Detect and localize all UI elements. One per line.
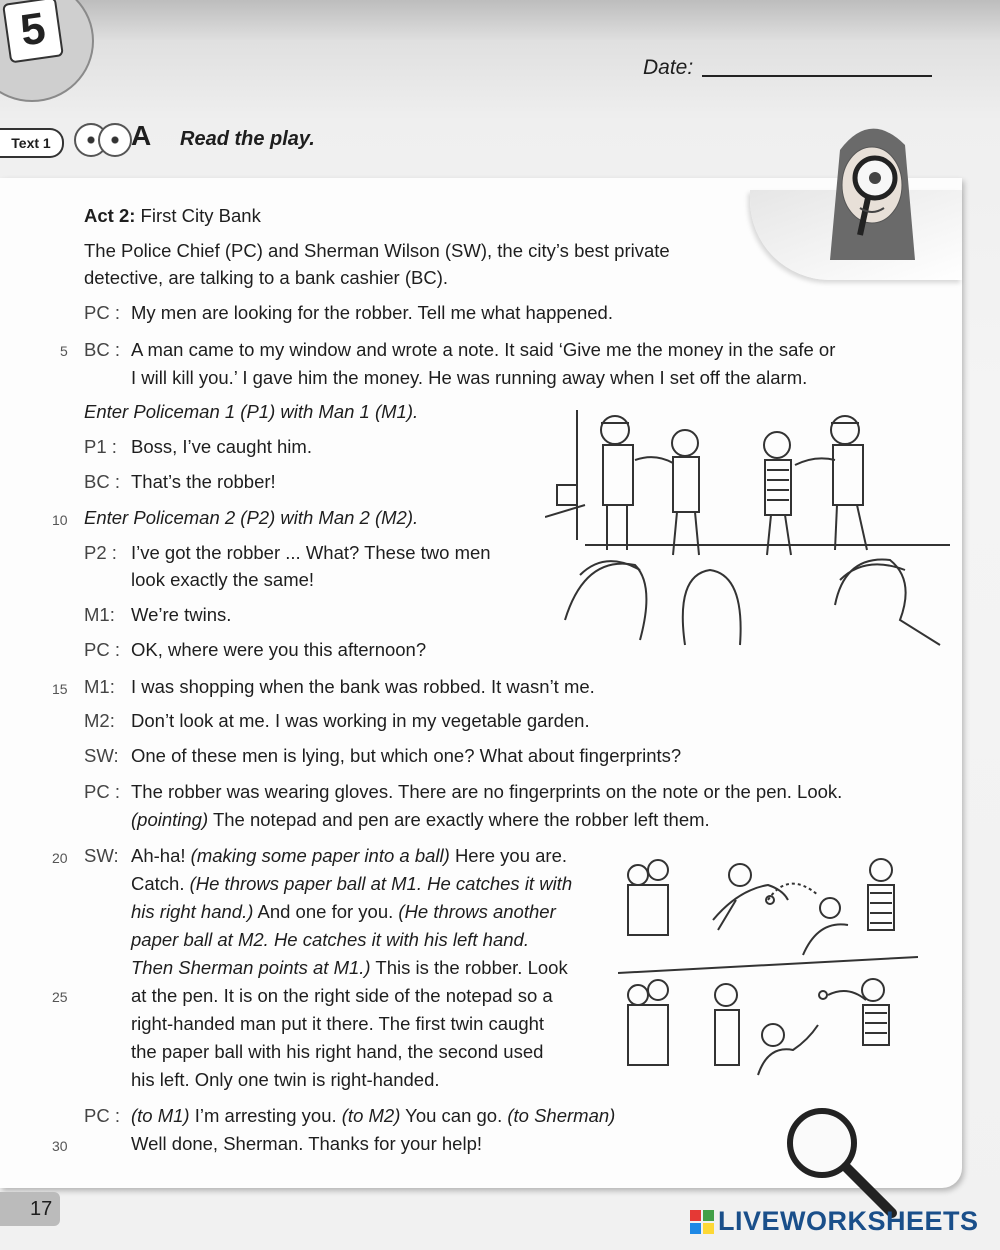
speaker-label: BC : [84,339,120,360]
dialogue-line: (pointing) The notepad and pen are exactly where the robber left them. [131,809,710,830]
top-band [0,0,1000,40]
date-label: Date: [643,56,694,79]
intro-line: detective, are talking to a bank cashier (BC). [84,267,449,288]
speaker-label: PC : [84,639,120,660]
task-instruction: Read the play. [180,128,315,150]
unit-badge [0,0,94,102]
text-tag: Text 1 [0,128,64,158]
speaker-label: PC : [84,1105,120,1126]
dialogue-line: I was shopping when the bank was robbed. It wasn’t me. [131,676,595,697]
dialogue-line: at the pen. It is on the right side of the notepad so a [131,985,553,1006]
girl-with-magnifier-image [820,110,920,270]
dialogue-line: Boss, I’ve caught him. [131,436,312,457]
speaker-label: M1: [84,604,115,625]
dialogue-line: One of these men is lying, but which one? What about fingerprints? [131,745,682,766]
dialogue-line: (to M1) I’m arresting you. (to M2) You can go. (to Sherman) [131,1105,616,1126]
dialogue-line: paper ball at M2. He catches it with his left hand. [131,929,529,950]
speaker-label: P1 : [84,436,117,457]
line-number: 25 [52,989,68,1005]
dialogue-line: his left. Only one twin is right-handed. [131,1069,440,1090]
task-letter: A [131,120,152,151]
speaker-label: BC : [84,471,120,492]
intro-line: The Police Chief (PC) and Sherman Wilson (SW), the city’s best private [84,240,670,261]
dialogue-line: I’ve got the robber ... What? These two men [131,542,491,563]
dialogue-line: We’re twins. [131,604,232,625]
date-input-line[interactable] [702,75,932,77]
dialogue-line: right-handed man put it there. The first twin caught [131,1013,545,1034]
dialogue-line: Ah-ha! (making some paper into a ball) Here you are. [131,845,568,866]
dialogue-line: OK, where were you this afternoon? [131,639,427,660]
paper-ball-illustration [618,845,918,1090]
speaker-label: P2 : [84,542,117,563]
dialogue-line: Don’t look at me. I was working in my vegetable garden. [131,710,590,731]
page-number: 17 [0,1192,60,1226]
speaker-label: SW: [84,845,119,866]
stage-direction: Enter Policeman 2 (P2) with Man 2 (M2). [84,507,419,528]
dialogue-line: That’s the robber! [131,471,276,492]
speaker-label: M1: [84,676,115,697]
stage-direction: Enter Policeman 1 (P1) with Man 1 (M1). [84,401,419,422]
twins-arrest-illustration [545,405,950,655]
liveworksheets-logo-icon [690,1210,714,1234]
dialogue-line: Then Sherman points at M1.) This is the robber. Look [131,957,568,978]
act-heading: Act 2: First City Bank [84,205,261,226]
dialogue-line: the paper ball with his right hand, the second used [131,1041,544,1062]
line-number: 30 [52,1138,68,1154]
dialogue-line: Catch. (He throws paper ball at M1. He catches it with [131,873,573,894]
line-number: 20 [52,850,68,866]
speaker-label: PC : [84,302,120,323]
dialogue-line: My men are looking for the robber. Tell me what happened. [131,302,613,323]
dialogue-line: A man came to my window and wrote a note. It said ‘Give me the money in the safe or [131,339,836,360]
line-number: 5 [60,343,68,359]
dialogue-line: his right hand.) And one for you. (He throws another [131,901,556,922]
line-number: 10 [52,512,68,528]
speaker-label: SW: [84,745,119,766]
dialogue-line: Well done, Sherman. Thanks for your help! [131,1133,483,1154]
brand-name[interactable]: LIVEWORKSHEETS [718,1206,979,1236]
dialogue-line: look exactly the same! [131,569,315,590]
unit-number: 5 [2,0,64,63]
speaker-label: M2: [84,710,115,731]
speaker-label: PC : [84,781,120,802]
dialogue-line: I will kill you.’ I gave him the money. He was running away when I set off the alarm. [131,367,808,388]
magnifying-glass-icon [780,1105,900,1220]
dialogue-line: The robber was wearing gloves. There are no fingerprints on the note or the pen. Look. [131,781,843,802]
cd-icon [98,123,132,157]
line-number: 15 [52,681,68,697]
